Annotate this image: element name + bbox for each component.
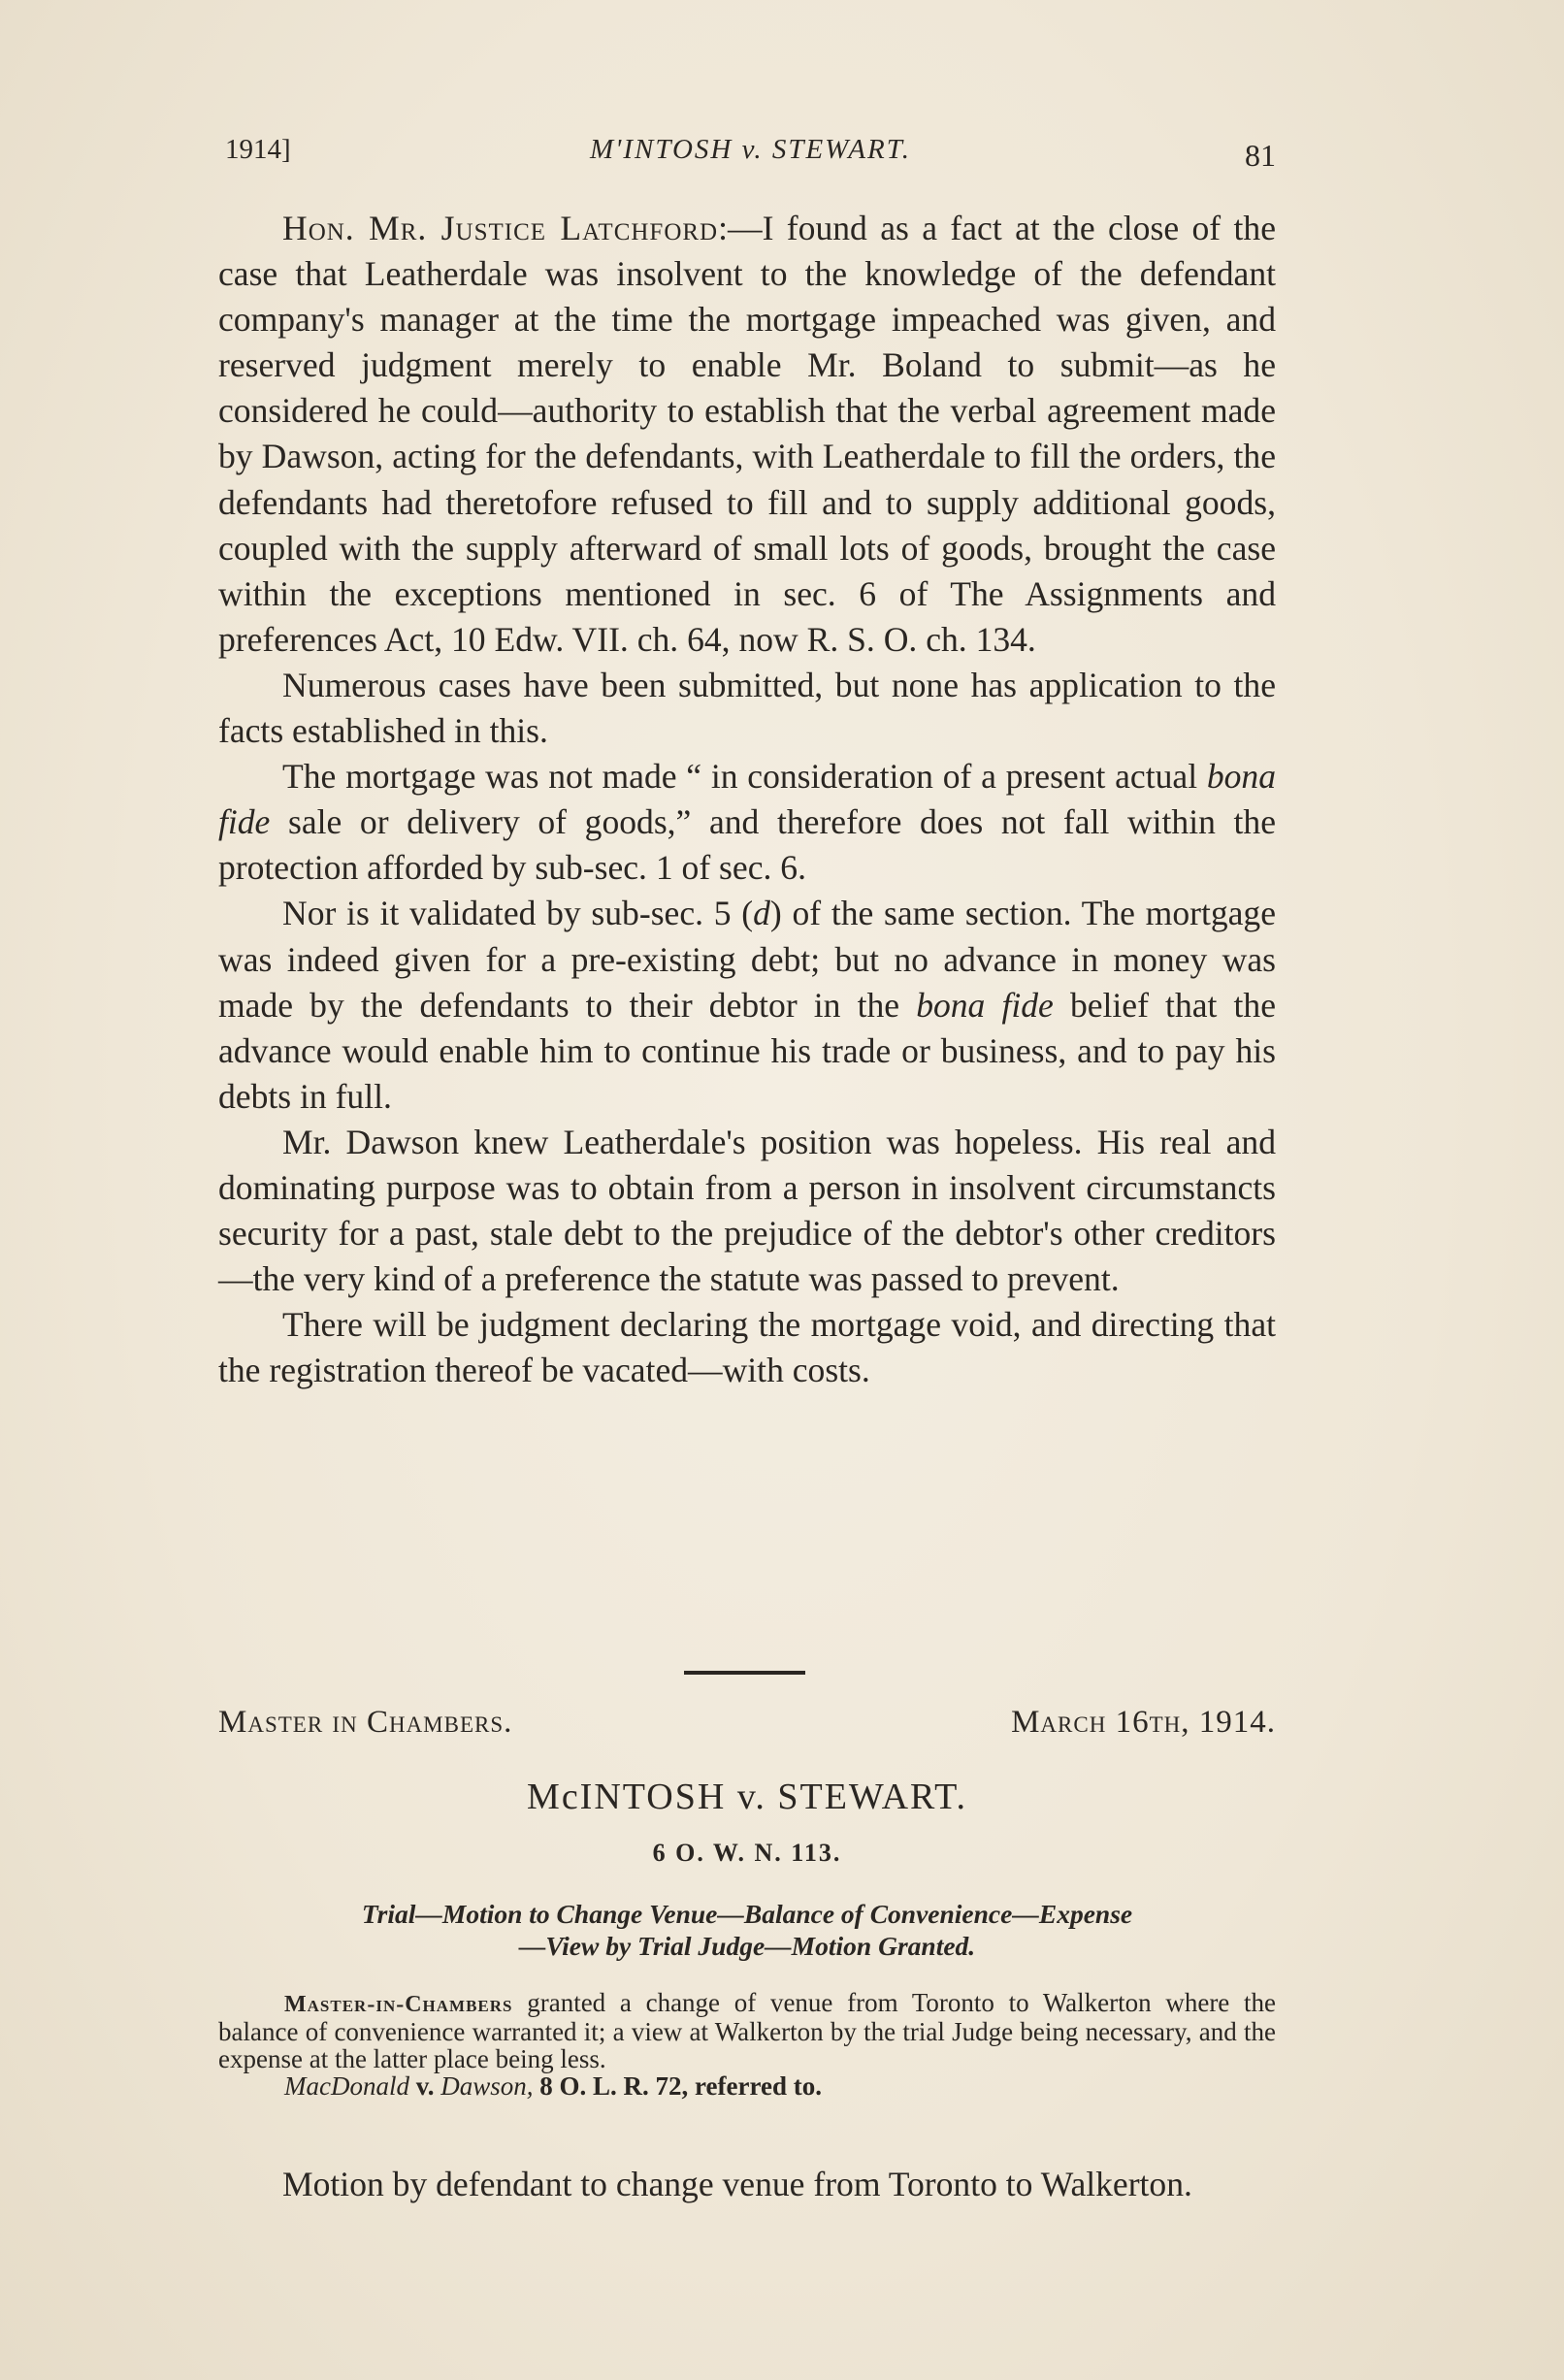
- judgment-paragraph: Mr. Dawson knew Leatherdale's position was hopeless. His real and dominating purpose was to obtain from a person in insolvent circumstancts security for a past, stale debt to the prejudice of the debtor's other creditors—the very kind of a preference the statute was passed to prevent.: [218, 1122, 1276, 1299]
- motion-opening: [218, 2162, 1276, 2206]
- page-number: 81: [1245, 138, 1276, 173]
- paragraph-text: Nor is it validated by sub-sec. 5 (: [282, 894, 754, 933]
- case-citation: 6 O. W. N. 113.: [652, 1839, 842, 1867]
- headnote-line: Trial—Motion to Change Venue—Balance of Convenience—Expense: [361, 1899, 1133, 1929]
- judgment-paragraph: There will be judgment declaring the mortgage void, and directing that the registration thereof be vacated—with costs.: [218, 1305, 1276, 1390]
- paragraph-text: ) of the same section. The mortgage was indeed given for a pre-existing debt; but no advance in money was made by the defendants to their debtor in the: [218, 894, 1276, 1025]
- summary-paragraph: [218, 1989, 1276, 2072]
- ref-party: Dawson,: [440, 2071, 534, 2101]
- latin-phrase: bona fide: [916, 985, 1054, 1025]
- summary-text: granted a change of venue from Toronto to Walkerton where the balance of convenience warranted it; a view at Walkerton by the trial Judge being necessary, and the expense at the latter place being less.: [218, 1988, 1276, 2073]
- case-reference: [218, 2072, 1276, 2100]
- judgment-paragraph: [218, 891, 1276, 1119]
- judgment-text: [218, 206, 1276, 1393]
- judge-name: Hon. Mr. Justice Latchford: [282, 209, 719, 247]
- opening-paragraph: Motion by defendant to change venue from Toronto to Walkerton.: [282, 2165, 1192, 2203]
- judgment-paragraph: [218, 206, 1276, 663]
- case-summary: [218, 1989, 1276, 2100]
- paragraph-text: sale or delivery of goods,” and therefore does not fall within the protection afforded by sub-sec. 1 of sec. 6.: [218, 802, 1276, 888]
- running-head: [225, 134, 1276, 182]
- section-divider: [684, 1671, 805, 1675]
- paragraph-text: belief that the advance would enable him to continue his trade or business, and to pay his debts in full.: [218, 985, 1276, 1116]
- clause-letter: d: [753, 894, 770, 933]
- running-head-year: 1914]: [225, 134, 291, 165]
- ref-party: MacDonald: [284, 2071, 409, 2101]
- paragraph-text: :—I found as a fact at the close of the case that Leatherdale was insolvent to the knowledge of the defendant company's manager at the time the mortgage impeached was given, and reserved judgment merely to enable Mr. Boland to submit—as he considered he could—authority to establish that the verbal agreement made by Dawson, acting for the defendants, with Leatherdale to fill the orders, the defendants had theretofore refused to fill and to supply additional goods, coupled with the supply afterward of small lots of goods, brought the case within the exceptions mentioned in sec. 6 of The Assignments and preferences Act, 10 Edw. VII. ch. 64, now R. S. O. ch. 134.: [218, 209, 1276, 659]
- court-name: Master in Chambers.: [218, 1705, 513, 1740]
- ref-versus: v.: [408, 2071, 441, 2101]
- summary-court: Master-in-Chambers: [284, 1992, 513, 2017]
- decision-date: March 16th, 1914.: [1011, 1705, 1276, 1740]
- running-head-title: M'INTOSH v. STEWART.: [590, 134, 911, 165]
- headnote-line: —View by Trial Judge—Motion Granted.: [518, 1931, 976, 1961]
- judgment-paragraph: Numerous cases have been submitted, but none has application to the facts established in this.: [218, 665, 1276, 751]
- latin-phrase: bona fide: [218, 757, 1276, 842]
- paragraph-text: The mortgage was not made “ in consideration of a present actual: [282, 757, 1207, 797]
- judgment-paragraph: [218, 754, 1276, 891]
- headnote: [218, 1898, 1276, 1962]
- ref-citation: 8 O. L. R. 72, referred to.: [533, 2071, 822, 2101]
- case-title: McINTOSH v. STEWART.: [527, 1777, 967, 1817]
